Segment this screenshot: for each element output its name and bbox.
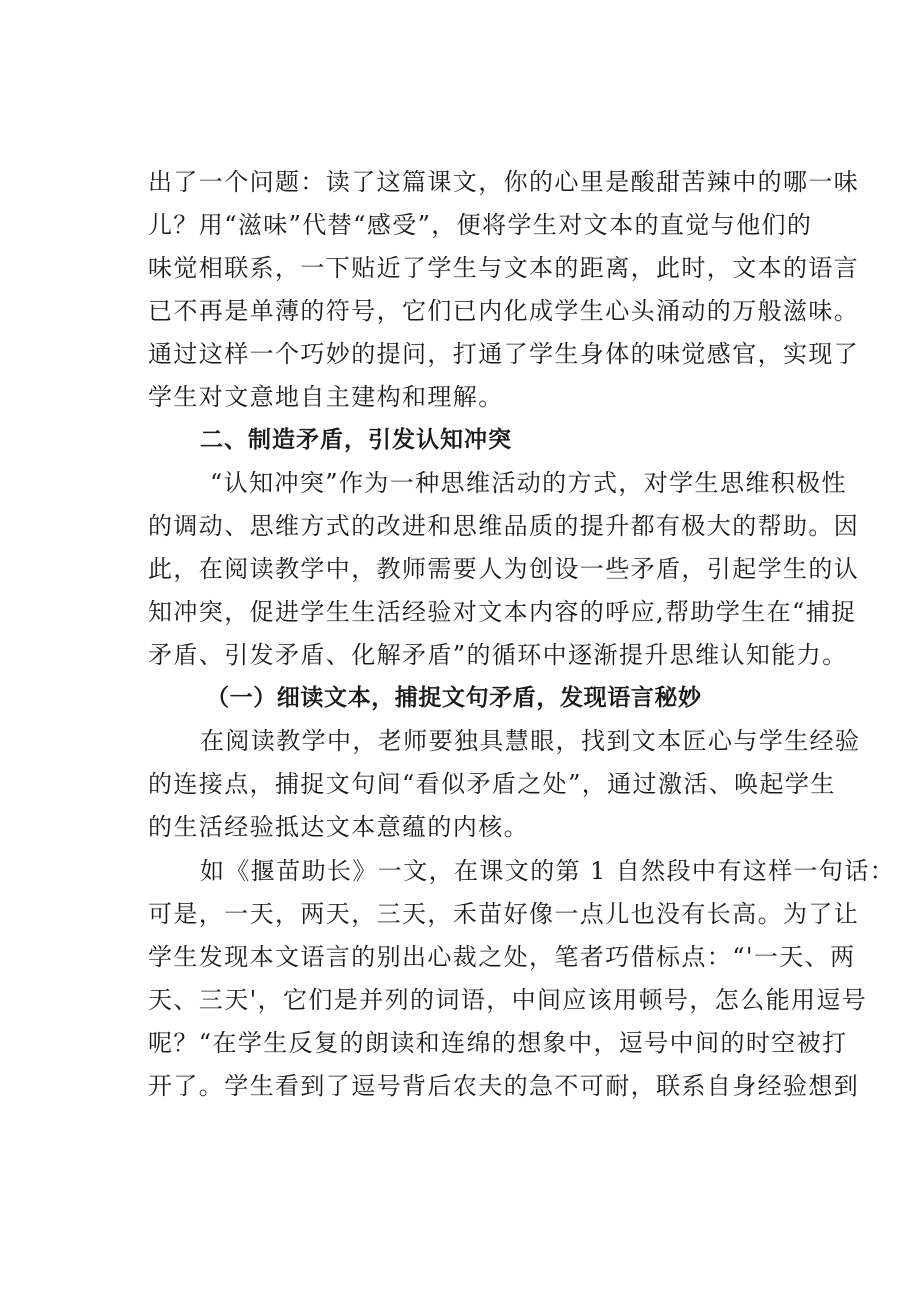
- section-heading: 二、制造矛盾，引发认知冲突: [200, 427, 512, 453]
- paragraph-line: 味觉相联系，一下贴近了学生与文本的距离，此时，文本的语言: [148, 254, 860, 282]
- paragraph-line: 的调动、思维方式的改进和思维品质的提升都有极大的帮助。因: [148, 512, 860, 540]
- paragraph-line: 矛盾、引发矛盾、化解矛盾”的循环中逐渐提升思维认知能力。: [148, 641, 848, 669]
- paragraph-line: 如《揠苗助长》一文，在课文的第 1 自然段中有这样一句话：: [200, 857, 896, 885]
- paragraph-line: 儿？用“滋味”代替“感受”，便将学生对文本的直觉与他们的: [148, 211, 813, 239]
- paragraph-line: 呢？“在学生反复的朗读和连绵的想象中，逗号中间的时空被打: [148, 1029, 848, 1057]
- paragraph-line: 开了。学生看到了逗号背后农夫的急不可耐，联系自身经验想到: [148, 1072, 860, 1100]
- paragraph-line: 已不再是单薄的符号，它们已内化成学生心头涌动的万般滋味。: [148, 297, 860, 325]
- paragraph-line: “认知冲突”作为一种思维活动的方式，对学生思维积极性: [210, 469, 847, 497]
- paragraph-line: 此，在阅读教学中，教师需要人为创设一些矛盾，引起学生的认: [148, 555, 860, 583]
- paragraph-line: 可是，一天，两天，三天，禾苗好像一点儿也没有长高。为了让: [148, 900, 860, 928]
- paragraph-line: 学生对文意地自主建构和理解。: [148, 383, 504, 411]
- paragraph-line: 的生活经验抵达文本意蕴的内核。: [148, 813, 529, 841]
- paragraph-line: 天、三天'，它们是并列的词语，中间应该用顿号，怎么能用逗号: [148, 986, 868, 1014]
- paragraph-line: 知冲突，促进学生生活经验对文本内容的呼应,帮助学生在“捕捉: [148, 598, 857, 626]
- paragraph-line: 通过这样一个巧妙的提问，打通了学生身体的味觉感官，实现了: [148, 340, 860, 368]
- paragraph-line: 在阅读教学中，老师要独具慧眼，找到文本匠心与学生经验: [200, 727, 861, 755]
- paragraph-line: 的连接点，捕捉文句间“看似矛盾之处”，通过激活、唤起学生: [148, 770, 836, 798]
- paragraph-line: 出了一个问题：读了这篇课文，你的心里是酸甜苦辣中的哪一味: [148, 168, 860, 196]
- subsection-heading: （一）细读文本，捕捉文句矛盾，发现语言秘妙: [206, 684, 702, 711]
- paragraph-line: 学生发现本文语言的别出心裁之处，笔者巧借标点：“'一天、两: [148, 943, 856, 971]
